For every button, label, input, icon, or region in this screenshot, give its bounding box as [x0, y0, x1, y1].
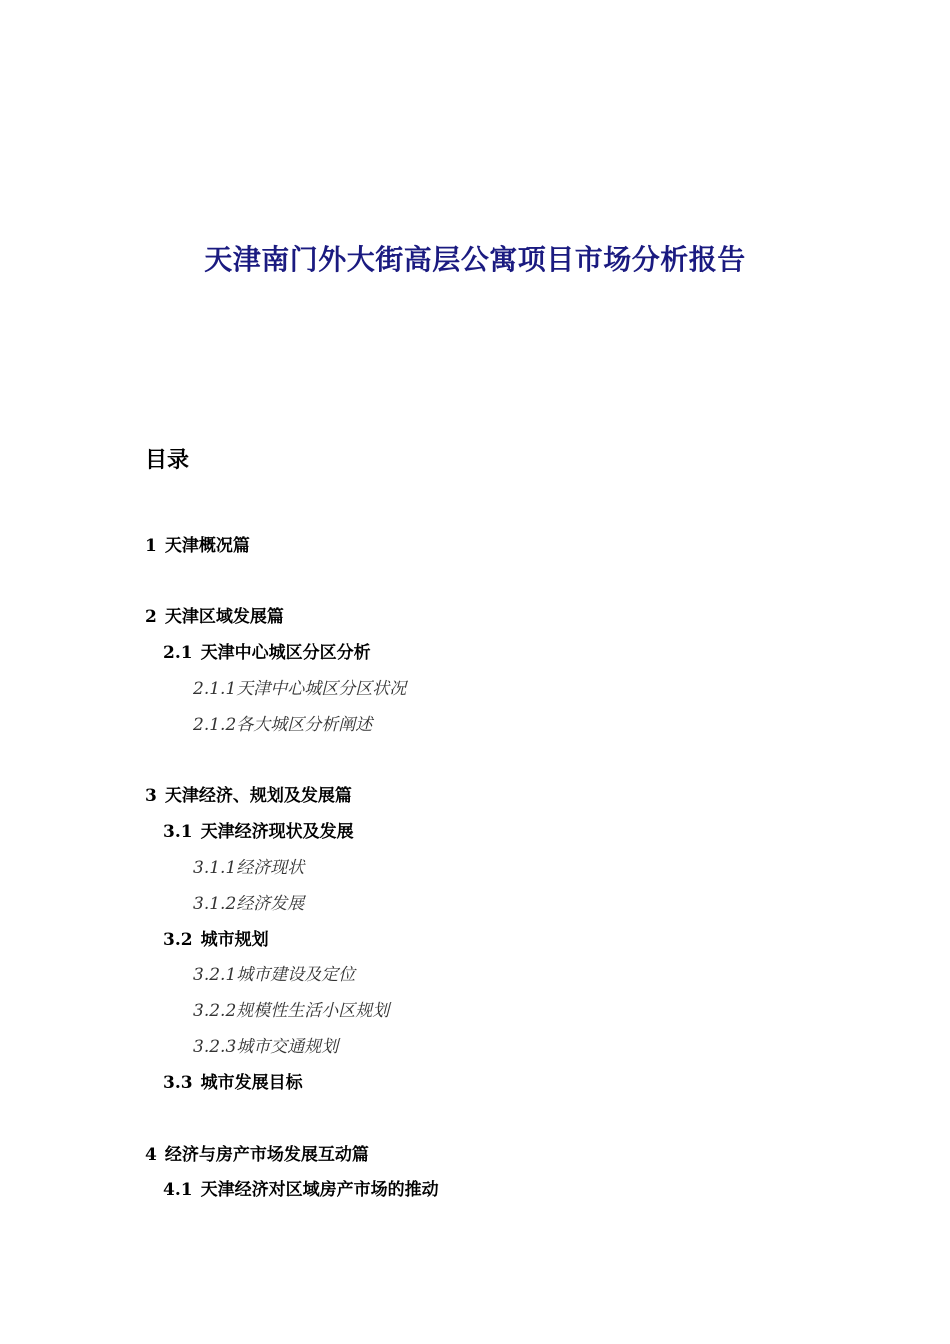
- toc-entry-label: 经济发展: [236, 894, 305, 914]
- toc-entry-number: 3.3: [163, 1073, 193, 1093]
- toc-entry[interactable]: [193, 1032, 338, 1057]
- document-title: 天津南门外大街高层公寓项目市场分析报告: [204, 243, 746, 276]
- toc-entry[interactable]: [193, 710, 372, 735]
- toc-entry-label: 经济与房产市场发展互动篇: [164, 1145, 369, 1165]
- toc-entry[interactable]: [163, 638, 371, 663]
- toc-entry[interactable]: [163, 1175, 439, 1200]
- toc-entry-label: 经济现状: [236, 858, 305, 878]
- toc-entry[interactable]: [145, 1140, 369, 1165]
- toc-entry[interactable]: [163, 1068, 303, 1093]
- toc-entry-label: 城市发展目标: [200, 1073, 303, 1093]
- toc-entry-number: 2.1: [163, 643, 193, 663]
- toc-entry-number: 1: [145, 536, 157, 556]
- toc-entry-number: 2.1.1: [193, 679, 237, 699]
- toc-entry-number: 3.2: [163, 930, 193, 950]
- toc-entry[interactable]: [193, 996, 389, 1021]
- toc-entry[interactable]: [163, 925, 269, 950]
- toc-entry-number: 2: [145, 607, 157, 627]
- toc-entry-number: 4.1: [163, 1180, 193, 1200]
- toc-entry-number: 4: [145, 1145, 157, 1165]
- toc-entry[interactable]: [193, 853, 304, 878]
- toc-entry-number: 3.2.1: [193, 965, 237, 985]
- toc-entry-label: 城市规划: [200, 930, 269, 950]
- toc-entry-number: 3.1: [163, 822, 193, 842]
- toc-entry-label: 城市交通规划: [236, 1037, 339, 1057]
- toc-entry[interactable]: [145, 781, 352, 806]
- toc-entry-number: 3.1.2: [193, 894, 237, 914]
- toc-entry[interactable]: [193, 889, 304, 914]
- toc-entry[interactable]: [163, 817, 354, 842]
- toc-entry-label: 规模性生活小区规划: [236, 1001, 390, 1021]
- toc-entry[interactable]: [193, 960, 355, 985]
- toc-entry-number: 3: [145, 786, 157, 806]
- toc-entry-label: 天津概况篇: [164, 536, 250, 556]
- toc-entry-label: 城市建设及定位: [236, 965, 356, 985]
- toc-entry-label: 天津中心城区分区状况: [236, 679, 407, 699]
- toc-entry[interactable]: [145, 602, 284, 627]
- toc-entry-number: 2.1.2: [193, 715, 237, 735]
- toc-entry[interactable]: [193, 674, 406, 699]
- toc-entry[interactable]: [145, 531, 250, 556]
- toc-entry-number: 3.2.3: [193, 1037, 237, 1057]
- toc-entry-number: 3.2.2: [193, 1001, 237, 1021]
- toc-entry-label: 天津经济现状及发展: [200, 822, 354, 842]
- toc-heading: 目录: [145, 447, 190, 473]
- toc-entry-label: 各大城区分析阐述: [236, 715, 373, 735]
- toc-entry-label: 天津中心城区分区分析: [200, 643, 371, 663]
- toc-entry-number: 3.1.1: [193, 858, 237, 878]
- toc-entry-label: 天津经济对区域房产市场的推动: [200, 1180, 439, 1200]
- toc-entry-label: 天津经济、规划及发展篇: [164, 786, 352, 806]
- toc-entry-label: 天津区域发展篇: [164, 607, 284, 627]
